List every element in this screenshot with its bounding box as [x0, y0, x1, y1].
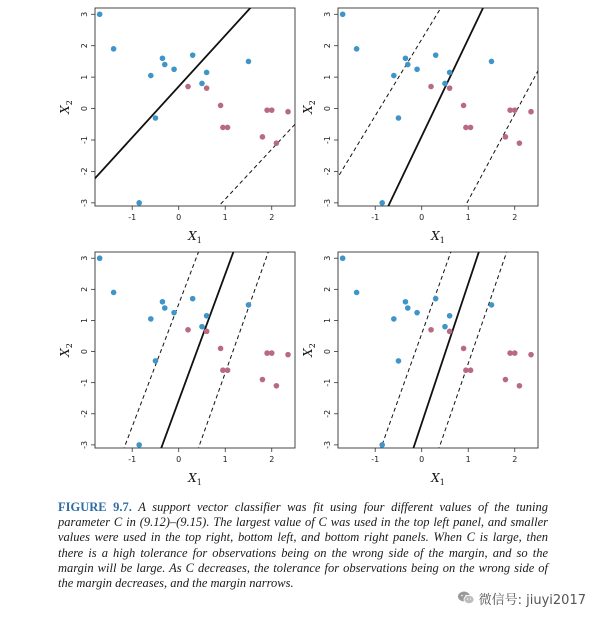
data-point — [447, 70, 453, 76]
x-tick-label: -1 — [128, 455, 137, 464]
data-point — [396, 115, 402, 121]
data-point — [517, 383, 523, 389]
data-point — [160, 55, 166, 61]
data-point — [447, 313, 453, 319]
x-tick-label: 0 — [419, 455, 425, 464]
figure-caption — [58, 500, 548, 591]
x-tick-label: 1 — [465, 455, 471, 464]
y-axis-label — [58, 100, 74, 115]
data-point — [185, 327, 191, 333]
data-point — [528, 109, 534, 115]
y-tick-label: 1 — [323, 317, 332, 323]
hyperplane-line — [160, 249, 234, 451]
x-axis-label-main: X — [431, 471, 440, 485]
data-point — [414, 310, 420, 316]
data-point — [199, 324, 205, 330]
data-point — [442, 81, 448, 87]
series-class-blue — [340, 11, 494, 205]
y-axis-label — [301, 100, 317, 115]
y-axis-label-sub: 2 — [308, 100, 317, 106]
data-point — [340, 255, 346, 261]
watermark-text: 微信号: jiuyi2017 — [478, 592, 586, 608]
data-point — [148, 316, 154, 322]
boundary-lines — [380, 249, 508, 451]
data-point — [405, 305, 411, 311]
data-point — [269, 107, 275, 113]
wechat-icon — [457, 590, 475, 606]
y-tick-label: 2 — [323, 286, 332, 292]
data-point — [512, 350, 518, 356]
data-point — [403, 55, 409, 61]
data-point — [153, 358, 159, 364]
y-axis-label — [58, 343, 74, 358]
data-point — [354, 46, 360, 52]
data-point — [204, 70, 210, 76]
x-axis-label-main: X — [431, 229, 440, 243]
panel-top-left — [58, 5, 295, 245]
x-axis-label-main: X — [188, 229, 197, 243]
y-tick-label: 1 — [80, 74, 89, 80]
data-point — [512, 107, 518, 113]
series-class-red — [185, 84, 291, 146]
x-tick-label: 0 — [176, 213, 182, 222]
x-axis-label-sub: 1 — [439, 478, 445, 487]
data-point — [204, 313, 210, 319]
y-tick-label: 1 — [323, 74, 332, 80]
x-tick-label: 1 — [465, 213, 471, 222]
x-axis-label — [187, 471, 202, 487]
series-class-red — [428, 84, 534, 146]
x-tick-label: 2 — [512, 455, 518, 464]
data-point — [246, 302, 252, 308]
data-point — [503, 377, 509, 383]
y-tick-label: 0 — [80, 106, 89, 112]
x-tick-label: 2 — [269, 213, 275, 222]
hyperplane-line — [93, 5, 253, 181]
data-point — [136, 442, 142, 448]
y-tick-label: -2 — [80, 167, 89, 176]
y-tick-label: -1 — [323, 378, 332, 387]
data-point — [111, 46, 117, 52]
data-point — [274, 140, 280, 146]
data-point — [260, 134, 266, 140]
caption-text: A support vector classifier was fit using four different values of the tuning parameter C in (9.12)–(9.15). The largest value of C was used in the top left panel, and smaller values were used in the top right, bottom left, and bottom right panels. When C is large, then there is a high tolerance for observations being on the wrong side of the margin, and so the margin will be large. As C decreases, the tolerance for observations being on the wrong side of the margin decreases, and the margin narrows. — [58, 500, 549, 591]
data-point — [433, 52, 439, 58]
data-point — [442, 324, 448, 330]
series-class-blue — [97, 11, 251, 205]
data-point — [391, 73, 397, 79]
y-tick-label: 2 — [323, 43, 332, 49]
data-point — [433, 296, 439, 302]
data-point — [148, 73, 154, 79]
y-tick-label: 2 — [80, 286, 89, 292]
y-tick-label: -2 — [80, 409, 89, 418]
y-tick-label: 2 — [80, 43, 89, 49]
y-tick-label: -2 — [323, 167, 332, 176]
panel-top-right — [301, 5, 538, 245]
boundary-lines — [123, 249, 270, 451]
data-point — [111, 290, 117, 296]
data-point — [160, 299, 166, 305]
y-tick-label: 3 — [323, 11, 332, 17]
y-tick-label: -3 — [323, 198, 332, 207]
x-axis-label-sub: 1 — [439, 236, 445, 245]
y-axis-label-sub: 2 — [65, 100, 74, 106]
data-point — [340, 11, 346, 17]
x-axis-label-sub: 1 — [196, 236, 202, 245]
data-point — [503, 134, 509, 140]
data-point — [185, 84, 191, 90]
data-point — [517, 140, 523, 146]
margin-line — [123, 249, 200, 451]
data-point — [379, 200, 385, 206]
data-point — [171, 310, 177, 316]
data-point — [428, 327, 434, 333]
y-tick-label: 1 — [80, 317, 89, 323]
watermark — [453, 588, 590, 608]
data-point — [285, 109, 291, 115]
margin-line — [216, 124, 295, 209]
data-point — [136, 200, 142, 206]
data-point — [428, 84, 434, 90]
data-point — [97, 11, 103, 17]
plot-frame — [338, 252, 538, 448]
data-point — [97, 255, 103, 261]
data-point — [489, 59, 495, 65]
x-axis-label-main: X — [188, 471, 197, 485]
x-tick-label: 0 — [419, 213, 425, 222]
data-point — [391, 316, 397, 322]
data-point — [447, 329, 453, 335]
data-point — [403, 299, 409, 305]
boundary-lines — [93, 5, 295, 209]
data-point — [468, 125, 474, 131]
x-tick-label: -1 — [128, 213, 137, 222]
y-axis-label-sub: 2 — [308, 343, 317, 349]
x-axis-label — [430, 229, 445, 245]
x-tick-label: 2 — [269, 455, 275, 464]
y-axis-label-sub: 2 — [65, 343, 74, 349]
data-point — [379, 442, 385, 448]
data-point — [468, 367, 474, 373]
y-tick-label: 3 — [80, 11, 89, 17]
y-axis-label-main: X — [58, 105, 72, 114]
data-point — [285, 352, 291, 358]
y-tick-label: 0 — [80, 349, 89, 355]
data-point — [405, 62, 411, 68]
data-point — [162, 62, 168, 68]
panel-bottom-left — [58, 249, 295, 487]
margin-line — [464, 71, 538, 209]
y-tick-label: -1 — [80, 136, 89, 144]
data-point — [171, 66, 177, 72]
data-point — [199, 81, 205, 87]
data-point — [269, 350, 275, 356]
series-class-blue — [340, 255, 494, 447]
x-tick-label: 0 — [176, 455, 182, 464]
x-tick-label: 2 — [512, 213, 518, 222]
data-point — [225, 367, 231, 373]
y-tick-label: -3 — [323, 440, 332, 449]
data-point — [260, 377, 266, 383]
panel-bottom-right — [301, 249, 538, 487]
y-tick-label: 0 — [323, 349, 332, 355]
x-tick-label: -1 — [371, 455, 380, 464]
data-point — [204, 85, 210, 91]
data-point — [190, 296, 196, 302]
data-point — [396, 358, 402, 364]
data-point — [414, 66, 420, 72]
x-tick-label: 1 — [222, 455, 228, 464]
y-tick-label: -3 — [80, 198, 89, 207]
hyperplane-line — [387, 5, 485, 209]
data-point — [461, 346, 467, 352]
plot-frame — [338, 8, 538, 206]
data-point — [354, 290, 360, 296]
data-point — [274, 383, 280, 389]
figure-label: FIGURE 9.7. — [58, 500, 132, 514]
y-axis-label-main: X — [301, 105, 315, 114]
margin-line — [197, 249, 269, 451]
y-axis-label-main: X — [301, 348, 315, 357]
margin-line — [336, 5, 443, 181]
y-tick-label: 3 — [80, 255, 89, 261]
plot-frame — [95, 252, 295, 448]
y-tick-label: -1 — [323, 136, 332, 144]
data-point — [246, 59, 252, 65]
y-tick-label: 0 — [323, 106, 332, 112]
y-tick-label: -1 — [80, 378, 89, 387]
margin-line — [380, 249, 452, 451]
x-axis-label — [430, 471, 445, 487]
data-point — [447, 85, 453, 91]
y-tick-label: 3 — [323, 255, 332, 261]
y-tick-label: -2 — [323, 409, 332, 418]
data-point — [225, 125, 231, 131]
data-point — [204, 329, 210, 335]
x-axis-label-sub: 1 — [196, 478, 202, 487]
boundary-lines — [336, 5, 538, 209]
hyperplane-line — [412, 249, 479, 451]
margin-line — [438, 249, 508, 451]
y-axis-label-main: X — [58, 348, 72, 357]
x-tick-label: -1 — [371, 213, 380, 222]
data-point — [153, 115, 159, 121]
x-axis-label — [187, 229, 202, 245]
data-point — [218, 103, 224, 109]
plot-frame — [95, 8, 295, 206]
x-tick-label: 1 — [222, 213, 228, 222]
series-class-blue — [97, 255, 251, 447]
data-point — [489, 302, 495, 308]
data-point — [162, 305, 168, 311]
data-point — [218, 346, 224, 352]
data-point — [461, 103, 467, 109]
y-axis-label — [301, 343, 317, 358]
data-point — [528, 352, 534, 358]
y-tick-label: -3 — [80, 440, 89, 449]
data-point — [190, 52, 196, 58]
